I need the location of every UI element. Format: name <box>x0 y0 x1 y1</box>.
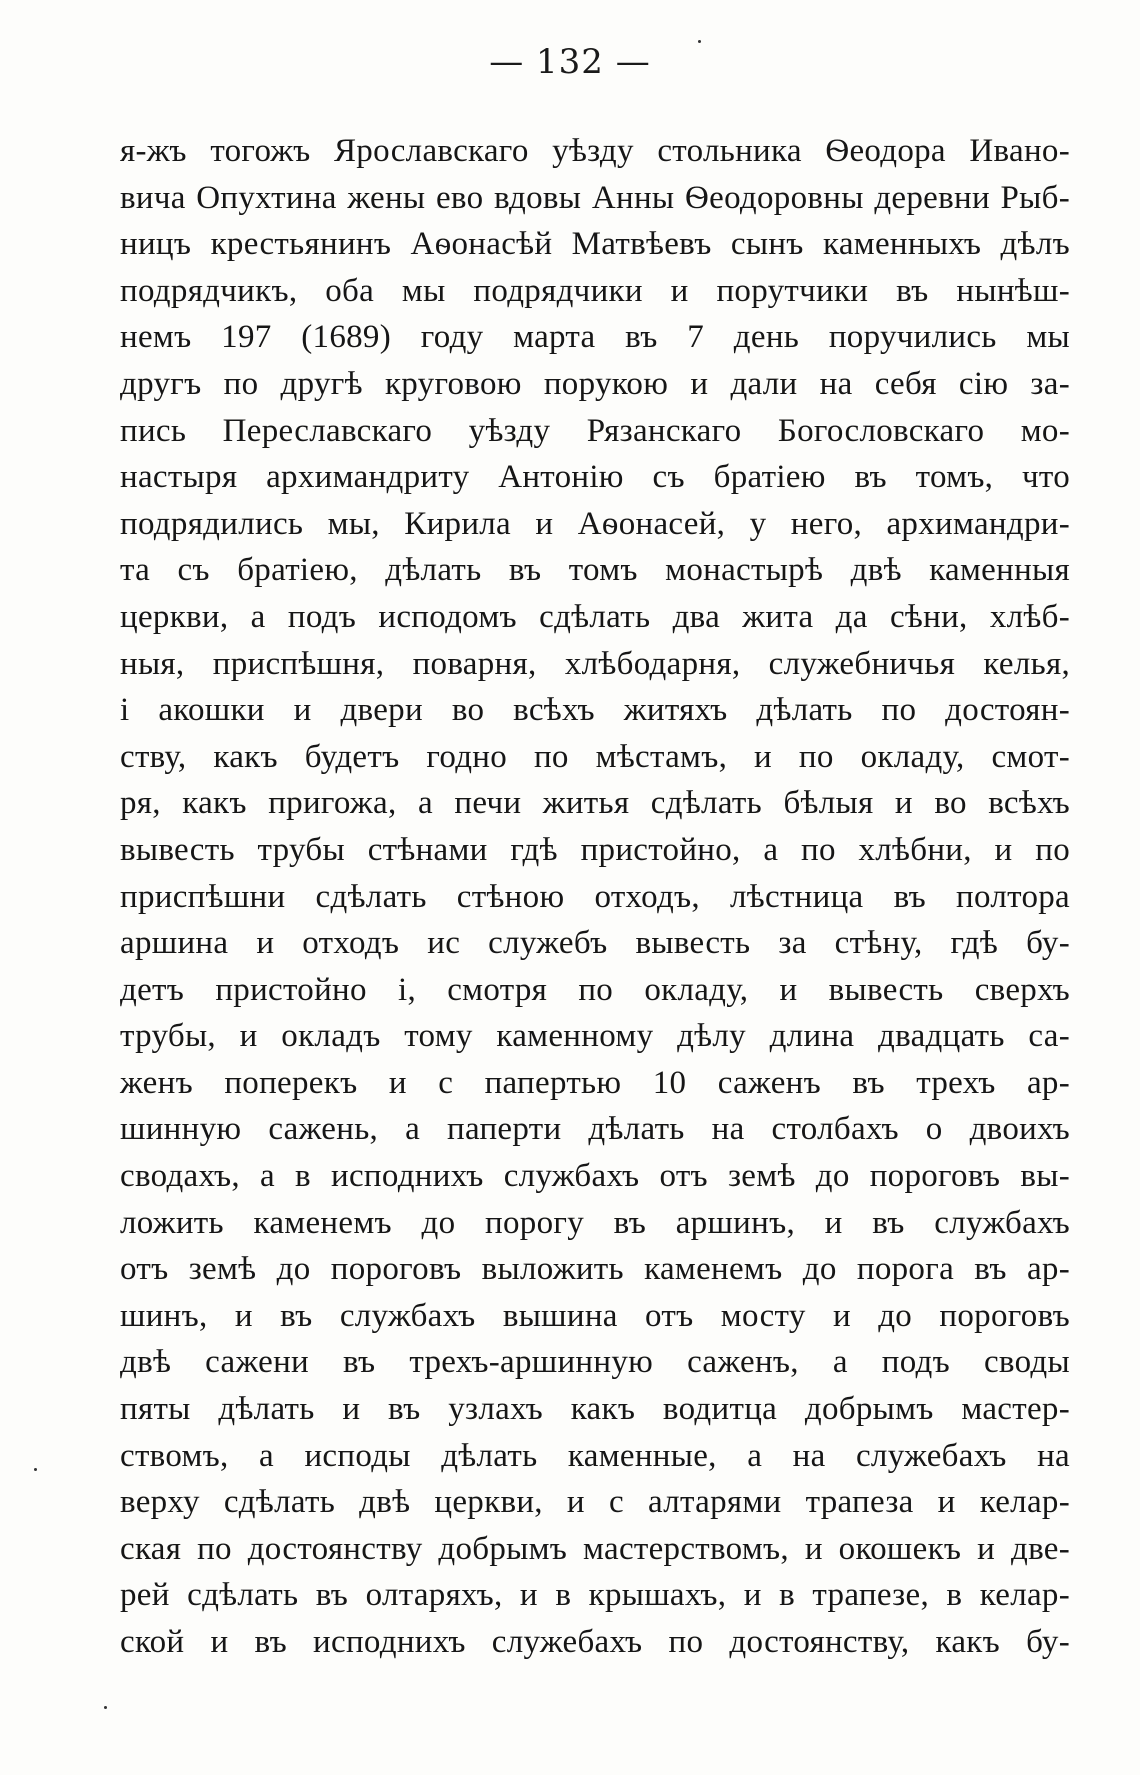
scan-speck <box>698 40 701 43</box>
text-line: церкви, а подъ исподомъ сдѣлать два жита да сѣни, хлѣб- <box>120 598 1070 635</box>
text-line: детъ пристойно і, смотря по окладу, и вывесть сверхъ <box>120 971 1070 1008</box>
text-line: другъ по другѣ круговою порукою и дали на себя сію за- <box>120 365 1070 402</box>
text-line: рей сдѣлать въ олтаряхъ, и в крышахъ, и в трапезе, в келар- <box>120 1577 1070 1614</box>
text-line: та съ братіею, дѣлать въ томъ монастырѣ двѣ каменныя <box>120 552 1070 589</box>
text-line: двѣ сажени въ трехъ-аршинную саженъ, а подъ своды <box>120 1344 1070 1381</box>
text-line: отъ земѣ до пороговъ выложить каменемъ до порога въ ар- <box>120 1251 1070 1288</box>
text-line: ныя, приспѣшня, поварня, хлѣбодарня, служебничья келья, <box>120 645 1070 682</box>
text-line: ству, какъ будетъ годно по мѣстамъ, и по окладу, смот- <box>120 738 1070 775</box>
text-line: я-жъ тогожъ Ярославскаго уѣзду стольника Ѳеодора Ивано- <box>120 133 1070 169</box>
text-line: ложить каменемъ до порогу въ аршинъ, и въ службахъ <box>120 1204 1070 1241</box>
text-line: аршина и отходъ ис служебъ вывесть за стѣну, гдѣ бу- <box>120 925 1070 962</box>
text-line: подрядчикъ, оба мы подрядчики и порутчики въ нынѣш- <box>120 272 1070 309</box>
text-line: пись Переславскаго уѣзду Рязанскаго Богословскаго мо- <box>120 412 1070 449</box>
text-line: вывесть трубы стѣнами гдѣ пристойно, а по хлѣбни, и по <box>120 831 1070 868</box>
body-text <box>120 128 1070 1666</box>
scan-speck <box>34 1468 37 1471</box>
text-line: і акошки и двери во всѣхъ житяхъ дѣлать по достоян- <box>120 692 1070 729</box>
text-line: верху сдѣлать двѣ церкви, и с алтарями трапеза и келар- <box>120 1484 1070 1521</box>
text-line: приспѣшни сдѣлать стѣною отходъ, лѣстница въ полтора <box>120 878 1070 915</box>
text-line: шинъ, и въ службахъ вышина отъ мосту и до пороговъ <box>120 1297 1070 1334</box>
text-line: женъ поперекъ и с папертью 10 саженъ въ трехъ ар- <box>120 1064 1070 1101</box>
text-line: шинную сажень, а паперти дѣлать на столбахъ о двоихъ <box>120 1111 1070 1148</box>
text-line: ря, какъ пригожа, а печи житья сдѣлать бѣлыя и во всѣхъ <box>120 785 1070 822</box>
text-line: немъ 197 (1689) году марта въ 7 день поручились мы <box>120 319 1070 356</box>
text-line: ская по достоянству добрымъ мастерствомъ, и окошекъ и две- <box>120 1530 1070 1567</box>
text-line: вича Опухтина жены ево вдовы Анны Ѳеодоровны деревни Рыб- <box>120 179 1070 216</box>
text-line: подрядились мы, Кирила и Аѳонасей, у него, архимандри- <box>120 505 1070 542</box>
text-line: трубы, и окладъ тому каменному дѣлу длина двадцать са- <box>120 1018 1070 1055</box>
text-line: пяты дѣлать и въ узлахъ какъ водитца добрымъ мастер- <box>120 1391 1070 1428</box>
scan-speck <box>104 1706 107 1709</box>
text-line: настыря архимандриту Антонію съ братіею въ томъ, что <box>120 459 1070 496</box>
text-line: ницъ крестьянинъ Аѳонасѣй Матвѣевъ сынъ каменныхъ дѣлъ <box>120 226 1070 263</box>
text-line: ской и въ исподнихъ служебахъ по достоянству, какъ бу- <box>120 1624 1070 1660</box>
text-line: ствомъ, а исподы дѣлать каменные, а на служебахъ на <box>120 1437 1070 1474</box>
page-number: — 132 — <box>489 42 651 82</box>
text-line: сводахъ, а в исподнихъ службахъ отъ земѣ до пороговъ вы- <box>120 1158 1070 1195</box>
